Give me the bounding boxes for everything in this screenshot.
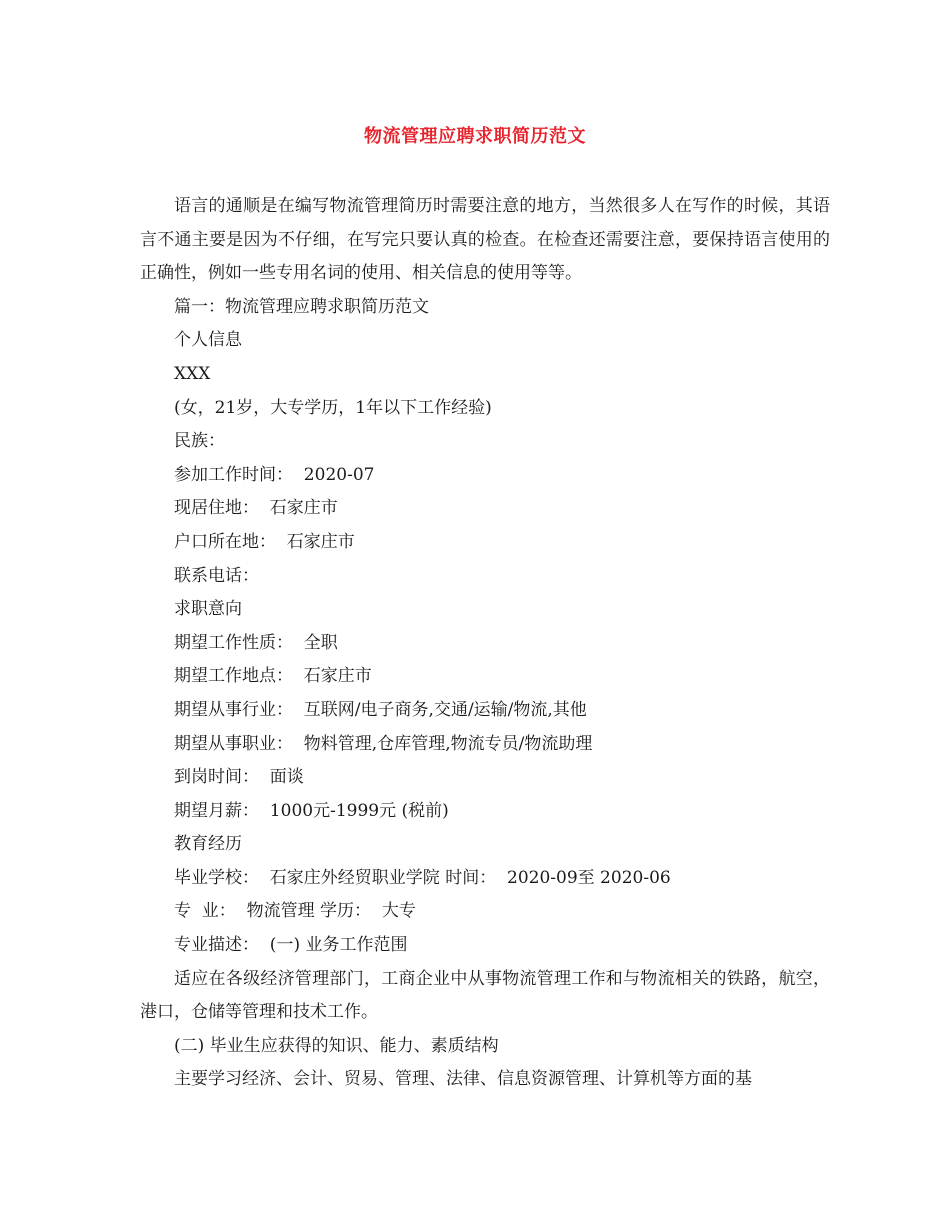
job-position-field: 期望从事职业： 物料管理,仓库管理,物流专员/物流助理 [174,733,593,754]
work-start-field: 参加工作时间： 2020-07 [174,464,375,485]
hukou-field: 户口所在地： 石家庄市 [174,531,355,552]
school-field: 毕业学校： 石家庄外经贸职业学院 时间： 2020-09至 2020-06 [174,867,671,888]
residence-field: 现居住地： 石家庄市 [174,498,338,519]
phone-field: 联系电话： [174,565,259,586]
applicant-name: XXX [174,363,211,384]
job-intent-heading: 求职意向 [174,599,242,620]
intro-paragraph: 语言的通顺是在编写物流管理简历时需要注意的地方，当然很多人在写作的时候，其语言不通主要是因为不仔细，在写完只要认真的检查。在检查还需要注意，要保持语言使用的正确性，例如一些专用名词的使用、相关信息的使用等等。 [140,196,830,284]
start-time-field: 到岗时间： 面谈 [174,767,304,788]
knowledge-heading: (二) 毕业生应获得的知识、能力、素质结构 [174,1035,499,1056]
major-field: 专 业： 物流管理 学历： 大专 [174,901,416,922]
education-heading: 教育经历 [174,834,242,855]
document-body [140,190,830,1097]
section-one-heading: 篇一：物流管理应聘求职简历范文 [174,296,429,317]
job-industry-field: 期望从事行业： 互联网/电子商务,交通/运输/物流,其他 [174,699,587,720]
ethnicity-field: 民族： [174,431,225,452]
document-title: 物流管理应聘求职简历范文 [364,126,586,147]
applicant-summary: (女，21岁，大专学历，1年以下工作经验) [174,397,492,418]
major-description-field: 专业描述： (一) 业务工作范围 [174,935,408,956]
salary-field: 期望月薪： 1000元-1999元 (税前) [174,800,449,821]
personal-info-heading: 个人信息 [174,330,242,351]
job-location-field: 期望工作地点： 石家庄市 [174,666,372,687]
knowledge-paragraph: 主要学习经济、会计、贸易、管理、法律、信息资源管理、计算机等方面的基 [174,1069,752,1090]
work-scope-paragraph: 适应在各级经济管理部门，工商企业中从事物流管理工作和与物流相关的铁路，航空，港口，仓储等管理和技术工作。 [140,968,830,1023]
job-type-field: 期望工作性质： 全职 [174,632,338,653]
